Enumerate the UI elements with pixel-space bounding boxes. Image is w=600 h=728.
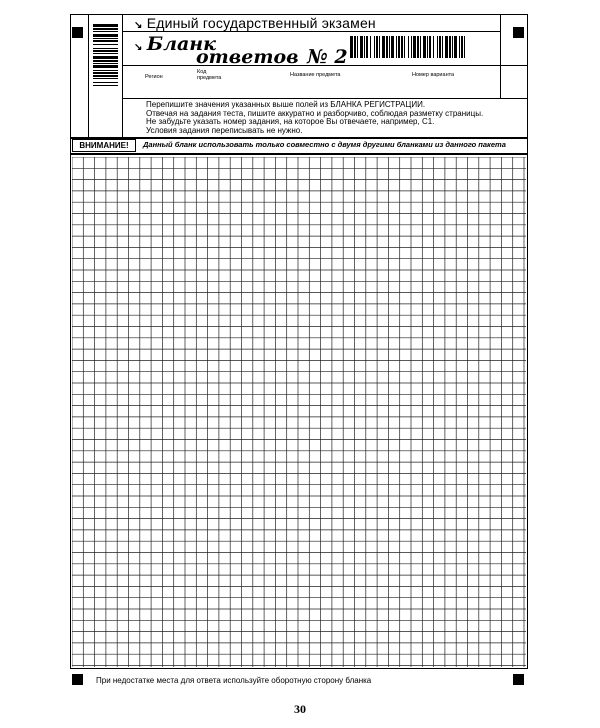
field-label-region: Регион [145,74,163,80]
barcode-bar [411,36,412,58]
field-label-variant: Номер варианта [412,72,455,78]
barcode-bar [93,53,118,54]
vertical-barcode [93,24,118,127]
barcode-bar [461,36,463,58]
barcode-bar [427,36,428,58]
instruction-line: Не забудьте указать номер задания, на которое Вы отвечаете, например, С1. [146,117,435,127]
barcode-bar [376,36,378,58]
barcode-bar [391,36,394,58]
barcode-bar [439,36,441,58]
instructions [146,101,483,135]
arrow-icon: ↘ [134,42,143,53]
barcode-bar [374,36,375,58]
field-label-code [197,69,221,81]
barcode-bar [93,82,118,83]
barcode-bar [93,50,118,52]
barcode-bar [396,36,397,58]
barcode-bar [417,36,419,58]
barcode-bar [93,48,118,49]
alignment-marker-bottom-left [72,674,83,685]
field-label-code-line2: предмета [197,75,222,81]
barcode-bar [454,36,457,58]
barcode-bar [398,36,400,58]
header-left-separator [88,14,89,138]
barcode-bar [364,36,365,58]
barcode-bar [386,36,388,58]
barcode-bar [93,63,118,64]
barcode-bar [408,36,409,58]
barcode-bar [389,36,390,58]
barcode-bar [93,56,118,59]
barcode-bar [93,28,118,30]
header-mid-separator [122,14,123,138]
field-label-subject: Название предмета [290,72,341,78]
barcode-bar [93,44,118,45]
arrow-icon: ↘ [134,20,143,31]
attention-label: ВНИМАНИЕ! [72,139,136,152]
barcode-bar [379,36,380,58]
barcode-bar [350,36,353,58]
barcode-bar [420,36,421,58]
exam-title [134,15,376,31]
barcode-bar [93,34,118,37]
barcode-bar [93,65,118,68]
field-label-code-line1: Код [197,69,207,75]
barcode-bar [459,36,460,58]
barcode-bar [401,36,403,58]
attention-text: Данный бланк использовать только совместно с двумя другими бланками из данного пакета [143,140,506,149]
barcode-bar [354,36,356,58]
barcode-bar [413,36,416,58]
footer-note: При недостатке места для ответа используйте оборотную сторону бланка [96,676,372,685]
barcode-bar [366,36,368,58]
barcode-bar [404,36,405,58]
instruction-line: Условия задания переписывать не нужно. [146,125,303,135]
barcode-bar [93,31,118,32]
attention-row-bottom-line [70,153,528,155]
barcode-bar [452,36,453,58]
blank-title-second-line [196,46,348,68]
barcode-bar [93,85,118,86]
barcode-bar [93,72,118,74]
barcode-bar [93,78,118,79]
barcode-bar [93,40,118,42]
barcode-bar [449,36,451,58]
barcode-bar [437,36,438,58]
barcode-bar [93,24,118,27]
answer-grid[interactable] [72,157,526,667]
blank-number: № 2 [307,46,348,68]
barcode-bar [433,36,434,58]
barcode-bar [382,36,385,58]
blank-title-line2: ответов [196,46,299,68]
barcode-bar [93,75,118,77]
header-line-title [122,31,500,32]
barcode-bar [445,36,448,58]
exam-title-text: Единый государственный экзамен [146,15,376,31]
barcode-bar [360,36,363,58]
page-number: 30 [294,702,306,716]
header-line-bottom [70,137,528,139]
horizontal-barcode [350,36,465,58]
instruction-line: Перепишите значения указанных выше полей из БЛАНКА РЕГИСТРАЦИИ. [146,100,426,109]
barcode-bar [423,36,426,58]
barcode-bar [442,36,443,58]
instruction-line: Отвечая на задания теста, пишите аккуратно и разборчиво, соблюдая разметку страницы. [146,108,484,118]
blank-title-line1: Бланк [146,33,217,55]
barcode-bar [464,36,465,58]
barcode-bar [93,38,118,39]
barcode-bar [370,36,371,58]
alignment-marker-bottom-right [513,674,524,685]
barcode-bar [429,36,431,58]
barcode-bar [93,60,118,62]
barcode-bar [93,70,118,71]
header-line-fields-bottom [122,98,528,99]
header-right-separator [500,14,501,98]
barcode-bar [357,36,358,58]
